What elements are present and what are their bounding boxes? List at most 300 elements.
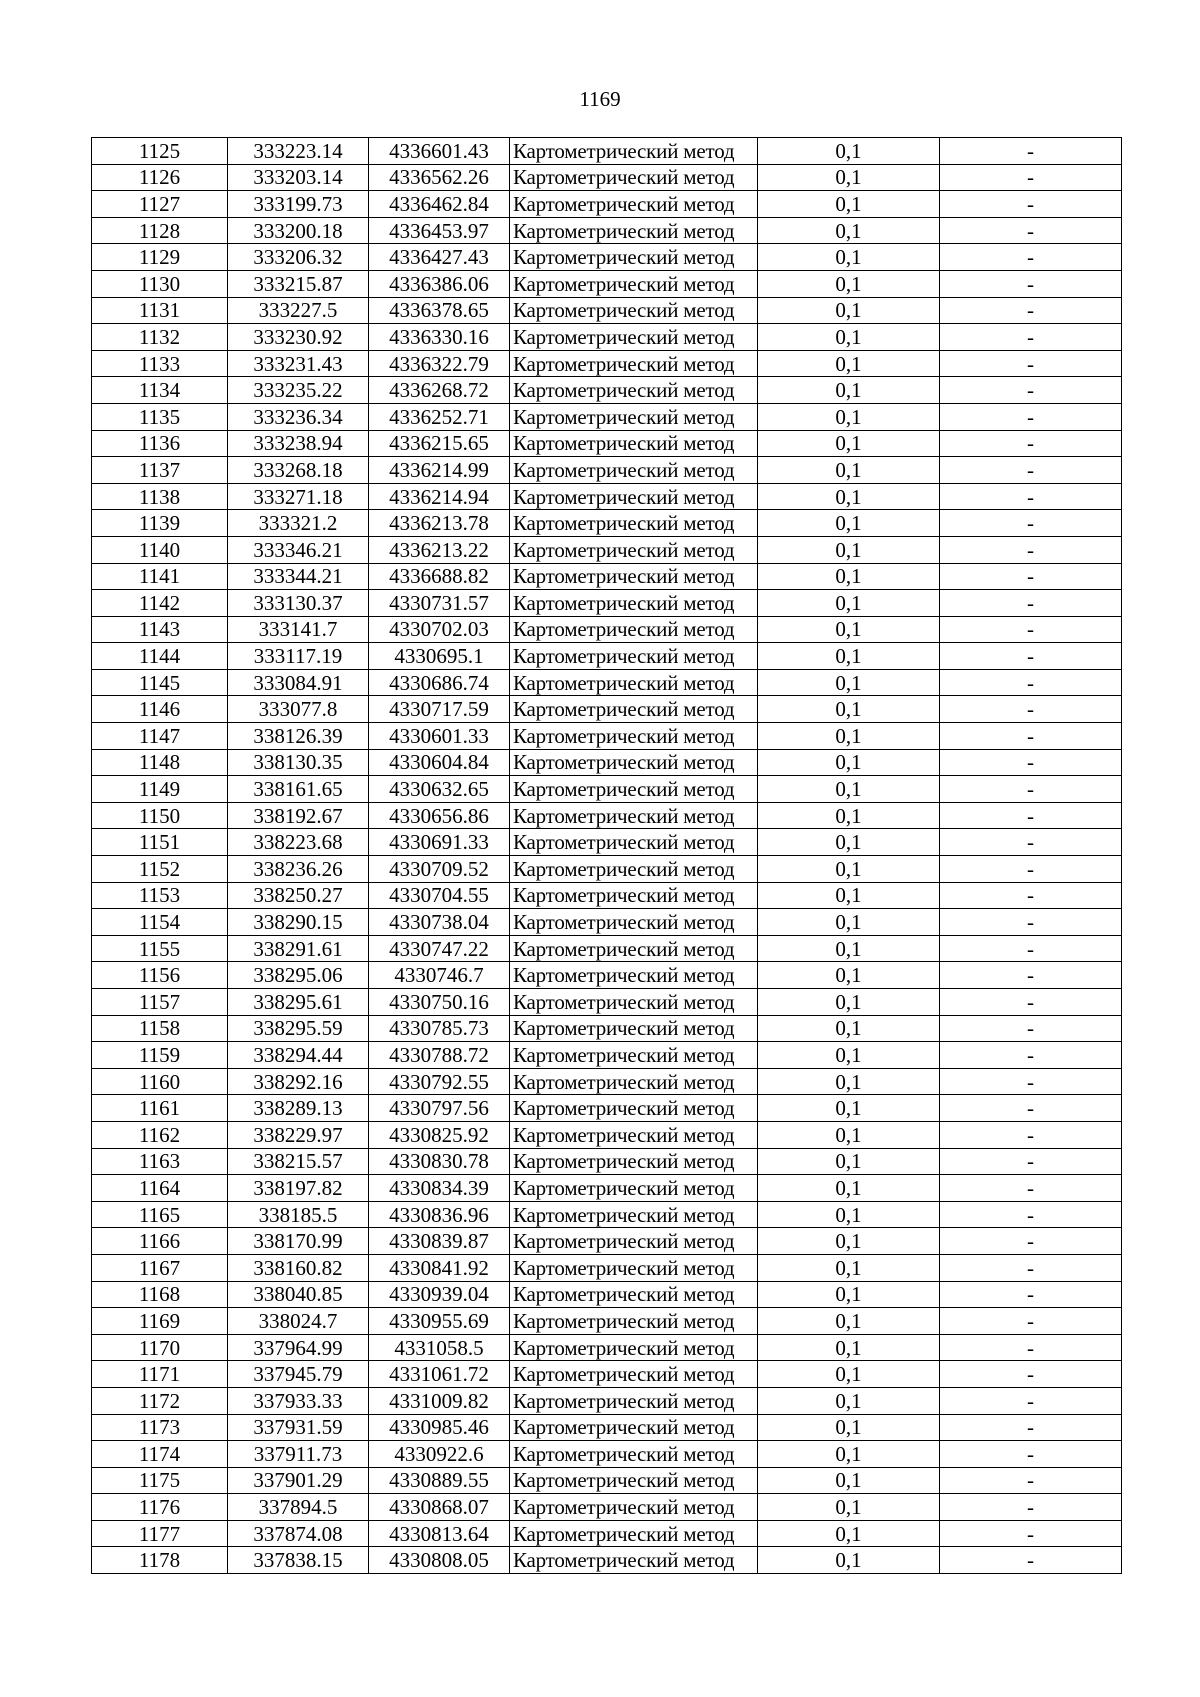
x-coordinate-cell: 333268.18 — [228, 457, 369, 484]
point-number-cell: 1165 — [92, 1201, 228, 1228]
table-row — [92, 217, 1122, 244]
point-number-cell: 1178 — [92, 1547, 228, 1574]
table-row — [92, 510, 1122, 537]
table-row — [92, 882, 1122, 909]
y-coordinate-cell: 4336386.06 — [369, 270, 510, 297]
method-cell: Картометрический метод — [510, 403, 758, 430]
y-coordinate-cell: 4330738.04 — [369, 909, 510, 936]
method-cell: Картометрический метод — [510, 164, 758, 191]
note-cell: - — [940, 882, 1122, 909]
note-cell: - — [940, 1494, 1122, 1521]
table-row — [92, 1201, 1122, 1228]
y-coordinate-cell: 4330868.07 — [369, 1494, 510, 1521]
page-number: 1169 — [579, 87, 621, 111]
table-row — [92, 776, 1122, 803]
accuracy-cell: 0,1 — [758, 191, 940, 218]
point-number-cell: 1134 — [92, 377, 228, 404]
y-coordinate-cell: 4330746.7 — [369, 962, 510, 989]
y-coordinate-cell: 4330691.33 — [369, 829, 510, 856]
y-coordinate-cell: 4330686.74 — [369, 669, 510, 696]
method-cell: Картометрический метод — [510, 1547, 758, 1574]
x-coordinate-cell: 333199.73 — [228, 191, 369, 218]
table-row — [92, 1361, 1122, 1388]
note-cell: - — [940, 1467, 1122, 1494]
table-row — [92, 723, 1122, 750]
method-cell: Картометрический метод — [510, 483, 758, 510]
point-number-cell: 1173 — [92, 1414, 228, 1441]
method-cell: Картометрический метод — [510, 217, 758, 244]
table-row — [92, 1228, 1122, 1255]
point-number-cell: 1175 — [92, 1467, 228, 1494]
note-cell: - — [940, 935, 1122, 962]
point-number-cell: 1174 — [92, 1441, 228, 1468]
method-cell: Картометрический метод — [510, 1042, 758, 1069]
method-cell: Картометрический метод — [510, 1361, 758, 1388]
point-number-cell: 1164 — [92, 1175, 228, 1202]
point-number-cell: 1131 — [92, 297, 228, 324]
table-row — [92, 270, 1122, 297]
accuracy-cell: 0,1 — [758, 457, 940, 484]
accuracy-cell: 0,1 — [758, 1547, 940, 1574]
x-coordinate-cell: 338197.82 — [228, 1175, 369, 1202]
accuracy-cell: 0,1 — [758, 1441, 940, 1468]
accuracy-cell: 0,1 — [758, 164, 940, 191]
accuracy-cell: 0,1 — [758, 856, 940, 883]
y-coordinate-cell: 4330704.55 — [369, 882, 510, 909]
note-cell: - — [940, 430, 1122, 457]
accuracy-cell: 0,1 — [758, 217, 940, 244]
point-number-cell: 1135 — [92, 403, 228, 430]
point-number-cell: 1157 — [92, 989, 228, 1016]
y-coordinate-cell: 4330825.92 — [369, 1121, 510, 1148]
accuracy-cell: 0,1 — [758, 430, 940, 457]
method-cell: Картометрический метод — [510, 749, 758, 776]
x-coordinate-cell: 338294.44 — [228, 1042, 369, 1069]
y-coordinate-cell: 4336688.82 — [369, 563, 510, 590]
point-number-cell: 1155 — [92, 935, 228, 962]
table-body — [92, 138, 1122, 1574]
note-cell: - — [940, 696, 1122, 723]
method-cell: Картометрический метод — [510, 882, 758, 909]
y-coordinate-cell: 4330834.39 — [369, 1175, 510, 1202]
x-coordinate-cell: 338250.27 — [228, 882, 369, 909]
method-cell: Картометрический метод — [510, 1228, 758, 1255]
point-number-cell: 1150 — [92, 802, 228, 829]
method-cell: Картометрический метод — [510, 1148, 758, 1175]
point-number-cell: 1137 — [92, 457, 228, 484]
table-row — [92, 191, 1122, 218]
method-cell: Картометрический метод — [510, 669, 758, 696]
table-row — [92, 643, 1122, 670]
accuracy-cell: 0,1 — [758, 1042, 940, 1069]
table-row — [92, 856, 1122, 883]
x-coordinate-cell: 333346.21 — [228, 536, 369, 563]
x-coordinate-cell: 333231.43 — [228, 350, 369, 377]
method-cell: Картометрический метод — [510, 696, 758, 723]
y-coordinate-cell: 4336268.72 — [369, 377, 510, 404]
note-cell: - — [940, 563, 1122, 590]
method-cell: Картометрический метод — [510, 776, 758, 803]
table-row — [92, 1441, 1122, 1468]
x-coordinate-cell: 337874.08 — [228, 1520, 369, 1547]
y-coordinate-cell: 4330717.59 — [369, 696, 510, 723]
method-cell: Картометрический метод — [510, 350, 758, 377]
note-cell: - — [940, 1334, 1122, 1361]
x-coordinate-cell: 333235.22 — [228, 377, 369, 404]
y-coordinate-cell: 4330955.69 — [369, 1308, 510, 1335]
y-coordinate-cell: 4330601.33 — [369, 723, 510, 750]
point-number-cell: 1128 — [92, 217, 228, 244]
note-cell: - — [940, 590, 1122, 617]
note-cell: - — [940, 776, 1122, 803]
x-coordinate-cell: 338185.5 — [228, 1201, 369, 1228]
note-cell: - — [940, 297, 1122, 324]
note-cell: - — [940, 138, 1122, 165]
accuracy-cell: 0,1 — [758, 962, 940, 989]
table-row — [92, 164, 1122, 191]
method-cell: Картометрический метод — [510, 1334, 758, 1361]
table-row — [92, 1175, 1122, 1202]
accuracy-cell: 0,1 — [758, 643, 940, 670]
point-number-cell: 1177 — [92, 1520, 228, 1547]
accuracy-cell: 0,1 — [758, 669, 940, 696]
note-cell: - — [940, 962, 1122, 989]
method-cell: Картометрический метод — [510, 935, 758, 962]
point-number-cell: 1169 — [92, 1308, 228, 1335]
y-coordinate-cell: 4336462.84 — [369, 191, 510, 218]
method-cell: Картометрический метод — [510, 1281, 758, 1308]
y-coordinate-cell: 4330792.55 — [369, 1068, 510, 1095]
x-coordinate-cell: 338040.85 — [228, 1281, 369, 1308]
note-cell: - — [940, 1414, 1122, 1441]
accuracy-cell: 0,1 — [758, 882, 940, 909]
note-cell: - — [940, 164, 1122, 191]
table-row — [92, 1467, 1122, 1494]
table-row — [92, 430, 1122, 457]
point-number-cell: 1147 — [92, 723, 228, 750]
table-row — [92, 536, 1122, 563]
table-row — [92, 297, 1122, 324]
note-cell: - — [940, 377, 1122, 404]
accuracy-cell: 0,1 — [758, 1414, 940, 1441]
table-row — [92, 616, 1122, 643]
x-coordinate-cell: 333141.7 — [228, 616, 369, 643]
point-number-cell: 1145 — [92, 669, 228, 696]
note-cell: - — [940, 1547, 1122, 1574]
table-row — [92, 377, 1122, 404]
x-coordinate-cell: 338215.57 — [228, 1148, 369, 1175]
x-coordinate-cell: 337945.79 — [228, 1361, 369, 1388]
method-cell: Картометрический метод — [510, 191, 758, 218]
method-cell: Картометрический метод — [510, 962, 758, 989]
y-coordinate-cell: 4330604.84 — [369, 749, 510, 776]
note-cell: - — [940, 1441, 1122, 1468]
coordinates-table — [91, 137, 1122, 1574]
accuracy-cell: 0,1 — [758, 350, 940, 377]
note-cell: - — [940, 536, 1122, 563]
note-cell: - — [940, 1228, 1122, 1255]
y-coordinate-cell: 4330747.22 — [369, 935, 510, 962]
accuracy-cell: 0,1 — [758, 829, 940, 856]
accuracy-cell: 0,1 — [758, 1387, 940, 1414]
x-coordinate-cell: 337894.5 — [228, 1494, 369, 1521]
accuracy-cell: 0,1 — [758, 696, 940, 723]
y-coordinate-cell: 4330785.73 — [369, 1015, 510, 1042]
x-coordinate-cell: 337838.15 — [228, 1547, 369, 1574]
x-coordinate-cell: 338161.65 — [228, 776, 369, 803]
point-number-cell: 1141 — [92, 563, 228, 590]
accuracy-cell: 0,1 — [758, 1201, 940, 1228]
note-cell: - — [940, 350, 1122, 377]
point-number-cell: 1152 — [92, 856, 228, 883]
method-cell: Картометрический метод — [510, 909, 758, 936]
y-coordinate-cell: 4331009.82 — [369, 1387, 510, 1414]
accuracy-cell: 0,1 — [758, 483, 940, 510]
point-number-cell: 1156 — [92, 962, 228, 989]
method-cell: Картометрический метод — [510, 457, 758, 484]
y-coordinate-cell: 4330632.65 — [369, 776, 510, 803]
note-cell: - — [940, 829, 1122, 856]
x-coordinate-cell: 333200.18 — [228, 217, 369, 244]
y-coordinate-cell: 4330731.57 — [369, 590, 510, 617]
table-row — [92, 403, 1122, 430]
table-row — [92, 563, 1122, 590]
accuracy-cell: 0,1 — [758, 563, 940, 590]
point-number-cell: 1143 — [92, 616, 228, 643]
accuracy-cell: 0,1 — [758, 1361, 940, 1388]
x-coordinate-cell: 338289.13 — [228, 1095, 369, 1122]
note-cell: - — [940, 1121, 1122, 1148]
x-coordinate-cell: 338229.97 — [228, 1121, 369, 1148]
y-coordinate-cell: 4330836.96 — [369, 1201, 510, 1228]
y-coordinate-cell: 4336427.43 — [369, 244, 510, 271]
point-number-cell: 1154 — [92, 909, 228, 936]
point-number-cell: 1136 — [92, 430, 228, 457]
method-cell: Картометрический метод — [510, 510, 758, 537]
y-coordinate-cell: 4330695.1 — [369, 643, 510, 670]
method-cell: Картометрический метод — [510, 1095, 758, 1122]
note-cell: - — [940, 616, 1122, 643]
accuracy-cell: 0,1 — [758, 749, 940, 776]
x-coordinate-cell: 333238.94 — [228, 430, 369, 457]
x-coordinate-cell: 333215.87 — [228, 270, 369, 297]
table-row — [92, 1387, 1122, 1414]
y-coordinate-cell: 4336214.94 — [369, 483, 510, 510]
x-coordinate-cell: 338236.26 — [228, 856, 369, 883]
x-coordinate-cell: 333344.21 — [228, 563, 369, 590]
point-number-cell: 1127 — [92, 191, 228, 218]
accuracy-cell: 0,1 — [758, 1228, 940, 1255]
method-cell: Картометрический метод — [510, 1441, 758, 1468]
x-coordinate-cell: 337931.59 — [228, 1414, 369, 1441]
y-coordinate-cell: 4330922.6 — [369, 1441, 510, 1468]
method-cell: Картометрический метод — [510, 377, 758, 404]
note-cell: - — [940, 191, 1122, 218]
note-cell: - — [940, 270, 1122, 297]
y-coordinate-cell: 4336215.65 — [369, 430, 510, 457]
accuracy-cell: 0,1 — [758, 1308, 940, 1335]
method-cell: Картометрический метод — [510, 1414, 758, 1441]
note-cell: - — [940, 1361, 1122, 1388]
method-cell: Картометрический метод — [510, 1467, 758, 1494]
x-coordinate-cell: 333117.19 — [228, 643, 369, 670]
y-coordinate-cell: 4330808.05 — [369, 1547, 510, 1574]
x-coordinate-cell: 333077.8 — [228, 696, 369, 723]
table-row — [92, 909, 1122, 936]
accuracy-cell: 0,1 — [758, 1281, 940, 1308]
note-cell: - — [940, 856, 1122, 883]
point-number-cell: 1142 — [92, 590, 228, 617]
table-row — [92, 962, 1122, 989]
accuracy-cell: 0,1 — [758, 1520, 940, 1547]
note-cell: - — [940, 643, 1122, 670]
note-cell: - — [940, 403, 1122, 430]
note-cell: - — [940, 1175, 1122, 1202]
point-number-cell: 1138 — [92, 483, 228, 510]
table-row — [92, 1414, 1122, 1441]
method-cell: Картометрический метод — [510, 1121, 758, 1148]
note-cell: - — [940, 989, 1122, 1016]
table-row — [92, 1095, 1122, 1122]
accuracy-cell: 0,1 — [758, 270, 940, 297]
table-row — [92, 138, 1122, 165]
accuracy-cell: 0,1 — [758, 935, 940, 962]
method-cell: Картометрический метод — [510, 723, 758, 750]
y-coordinate-cell: 4336378.65 — [369, 297, 510, 324]
x-coordinate-cell: 338295.59 — [228, 1015, 369, 1042]
y-coordinate-cell: 4330889.55 — [369, 1467, 510, 1494]
table-row — [92, 350, 1122, 377]
table-row — [92, 1148, 1122, 1175]
table-row — [92, 1520, 1122, 1547]
point-number-cell: 1161 — [92, 1095, 228, 1122]
point-number-cell: 1158 — [92, 1015, 228, 1042]
accuracy-cell: 0,1 — [758, 616, 940, 643]
x-coordinate-cell: 338192.67 — [228, 802, 369, 829]
accuracy-cell: 0,1 — [758, 723, 940, 750]
accuracy-cell: 0,1 — [758, 510, 940, 537]
accuracy-cell: 0,1 — [758, 377, 940, 404]
x-coordinate-cell: 333084.91 — [228, 669, 369, 696]
accuracy-cell: 0,1 — [758, 776, 940, 803]
accuracy-cell: 0,1 — [758, 1015, 940, 1042]
y-coordinate-cell: 4336252.71 — [369, 403, 510, 430]
table-row — [92, 1547, 1122, 1574]
point-number-cell: 1166 — [92, 1228, 228, 1255]
table-row — [92, 324, 1122, 351]
method-cell: Картометрический метод — [510, 643, 758, 670]
method-cell: Картометрический метод — [510, 244, 758, 271]
table-row — [92, 1334, 1122, 1361]
table-row — [92, 590, 1122, 617]
y-coordinate-cell: 4330985.46 — [369, 1414, 510, 1441]
method-cell: Картометрический метод — [510, 430, 758, 457]
accuracy-cell: 0,1 — [758, 403, 940, 430]
note-cell: - — [940, 1095, 1122, 1122]
method-cell: Картометрический метод — [510, 1520, 758, 1547]
point-number-cell: 1132 — [92, 324, 228, 351]
y-coordinate-cell: 4336601.43 — [369, 138, 510, 165]
accuracy-cell: 0,1 — [758, 138, 940, 165]
note-cell: - — [940, 483, 1122, 510]
x-coordinate-cell: 338024.7 — [228, 1308, 369, 1335]
note-cell: - — [940, 669, 1122, 696]
x-coordinate-cell: 337901.29 — [228, 1467, 369, 1494]
accuracy-cell: 0,1 — [758, 244, 940, 271]
note-cell: - — [940, 802, 1122, 829]
note-cell: - — [940, 1254, 1122, 1281]
y-coordinate-cell: 4336213.78 — [369, 510, 510, 537]
point-number-cell: 1149 — [92, 776, 228, 803]
point-number-cell: 1140 — [92, 536, 228, 563]
method-cell: Картометрический метод — [510, 1068, 758, 1095]
method-cell: Картометрический метод — [510, 856, 758, 883]
note-cell: - — [940, 749, 1122, 776]
method-cell: Картометрический метод — [510, 1308, 758, 1335]
x-coordinate-cell: 337911.73 — [228, 1441, 369, 1468]
point-number-cell: 1125 — [92, 138, 228, 165]
x-coordinate-cell: 333236.34 — [228, 403, 369, 430]
note-cell: - — [940, 1308, 1122, 1335]
x-coordinate-cell: 338290.15 — [228, 909, 369, 936]
y-coordinate-cell: 4330797.56 — [369, 1095, 510, 1122]
y-coordinate-cell: 4330813.64 — [369, 1520, 510, 1547]
point-number-cell: 1170 — [92, 1334, 228, 1361]
method-cell: Картометрический метод — [510, 616, 758, 643]
point-number-cell: 1146 — [92, 696, 228, 723]
table-row — [92, 802, 1122, 829]
y-coordinate-cell: 4330939.04 — [369, 1281, 510, 1308]
accuracy-cell: 0,1 — [758, 1095, 940, 1122]
note-cell: - — [940, 909, 1122, 936]
point-number-cell: 1151 — [92, 829, 228, 856]
note-cell: - — [940, 244, 1122, 271]
table-row — [92, 829, 1122, 856]
table-row — [92, 1494, 1122, 1521]
x-coordinate-cell: 338170.99 — [228, 1228, 369, 1255]
y-coordinate-cell: 4336562.26 — [369, 164, 510, 191]
method-cell: Картометрический метод — [510, 1494, 758, 1521]
accuracy-cell: 0,1 — [758, 324, 940, 351]
x-coordinate-cell: 333203.14 — [228, 164, 369, 191]
method-cell: Картометрический метод — [510, 1175, 758, 1202]
table-row — [92, 457, 1122, 484]
method-cell: Картометрический метод — [510, 829, 758, 856]
point-number-cell: 1163 — [92, 1148, 228, 1175]
method-cell: Картометрический метод — [510, 270, 758, 297]
x-coordinate-cell: 333130.37 — [228, 590, 369, 617]
y-coordinate-cell: 4331058.5 — [369, 1334, 510, 1361]
note-cell: - — [940, 1068, 1122, 1095]
accuracy-cell: 0,1 — [758, 1494, 940, 1521]
accuracy-cell: 0,1 — [758, 536, 940, 563]
y-coordinate-cell: 4336213.22 — [369, 536, 510, 563]
x-coordinate-cell: 338160.82 — [228, 1254, 369, 1281]
table-row — [92, 483, 1122, 510]
accuracy-cell: 0,1 — [758, 802, 940, 829]
method-cell: Картометрический метод — [510, 802, 758, 829]
method-cell: Картометрический метод — [510, 563, 758, 590]
y-coordinate-cell: 4336214.99 — [369, 457, 510, 484]
x-coordinate-cell: 337933.33 — [228, 1387, 369, 1414]
x-coordinate-cell: 337964.99 — [228, 1334, 369, 1361]
method-cell: Картометрический метод — [510, 590, 758, 617]
point-number-cell: 1126 — [92, 164, 228, 191]
note-cell: - — [940, 1042, 1122, 1069]
point-number-cell: 1171 — [92, 1361, 228, 1388]
table-row — [92, 1308, 1122, 1335]
table-row — [92, 1015, 1122, 1042]
